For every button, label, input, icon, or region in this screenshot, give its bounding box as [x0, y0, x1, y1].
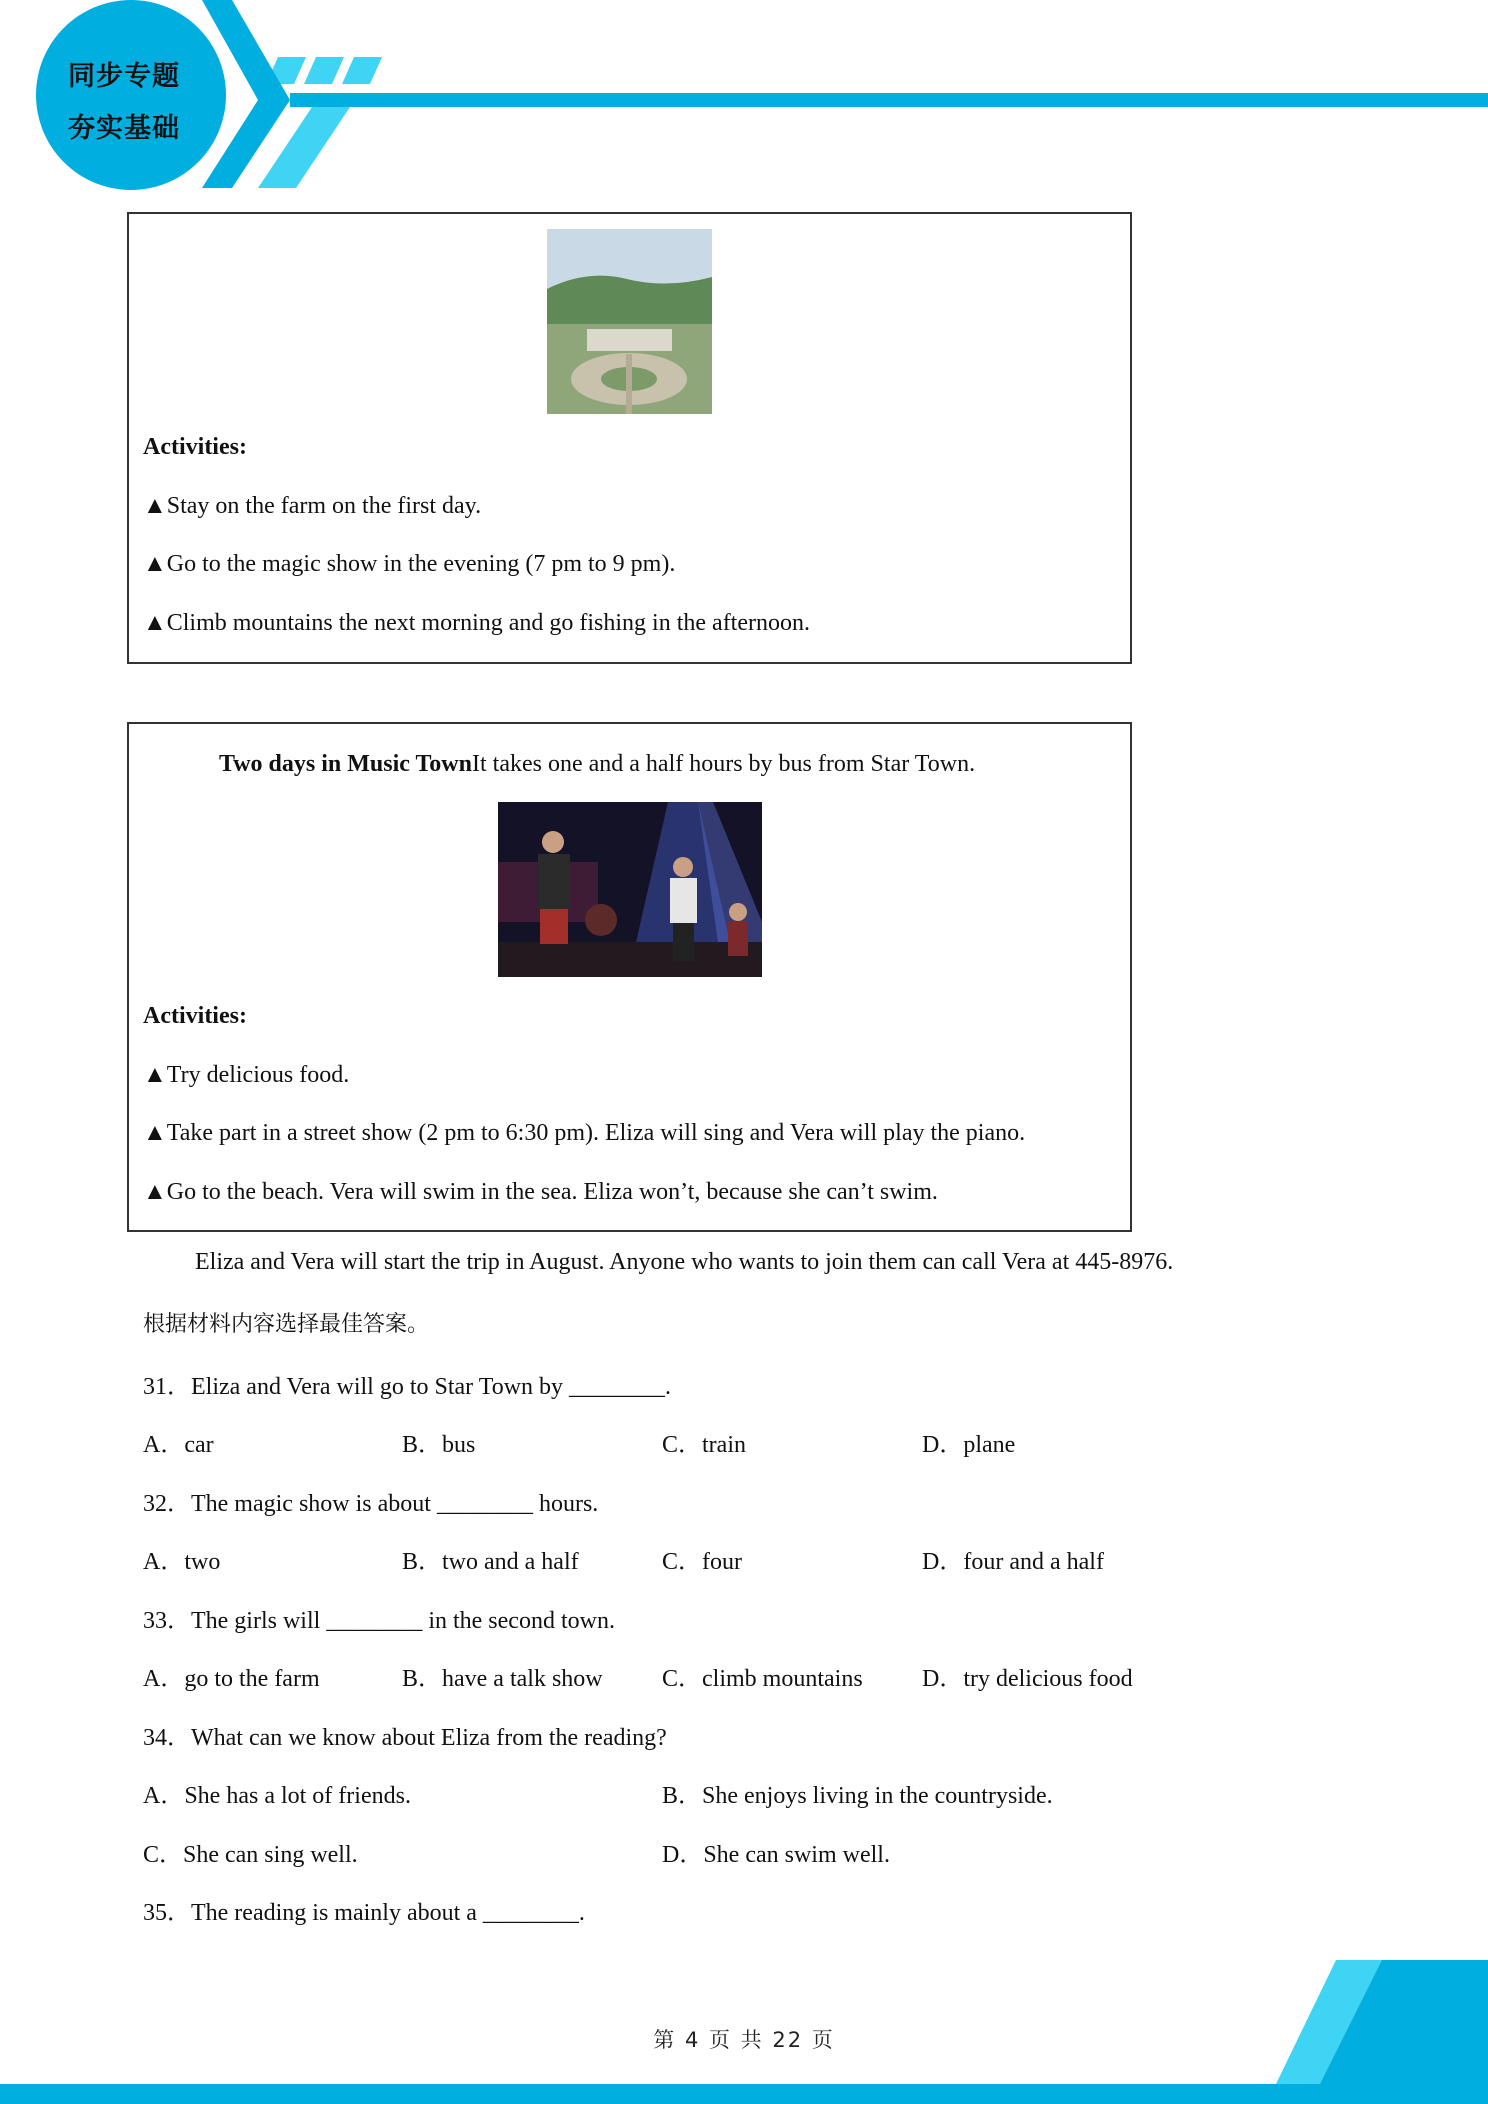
closing-paragraph: Eliza and Vera will start the trip in August. Anyone who wants to join them can call Vera at 445-8976. — [195, 1249, 1174, 1275]
box1-activity-2: ▲Go to the magic show in the evening (7 pm to 9 pm). — [143, 551, 676, 577]
q33-option-c[interactable]: C．climb mountains — [662, 1666, 863, 1692]
box2-activities-heading: Activities: — [143, 1003, 247, 1029]
q32-option-d[interactable]: D．four and a half — [922, 1549, 1104, 1575]
question-35: 35．The reading is mainly about a ________. — [143, 1900, 585, 1926]
badge-line-2: 夯实基础 — [68, 113, 180, 144]
q34-option-a[interactable]: A．She has a lot of friends. — [143, 1783, 411, 1809]
q34-option-c[interactable]: C．She can sing well. — [143, 1842, 358, 1868]
footer-decoration — [0, 1940, 1488, 2104]
box2-title — [219, 751, 975, 778]
box2-title-rest: It takes one and a half hours by bus from Star Town. — [471, 751, 976, 777]
q34-option-b[interactable]: B．She enjoys living in the countryside. — [662, 1783, 1053, 1809]
activity-box-2 — [127, 722, 1132, 1232]
badge-line-1: 同步专题 — [68, 61, 180, 92]
question-33: 33．The girls will ________ in the second town. — [143, 1608, 615, 1634]
q33-option-b[interactable]: B．have a talk show — [402, 1666, 603, 1692]
q32-option-c[interactable]: C．four — [662, 1549, 742, 1575]
instruction-text: 根据材料内容选择最佳答案。 — [143, 1312, 430, 1337]
q34-option-d[interactable]: D．She can swim well. — [662, 1842, 890, 1868]
q31-option-c[interactable]: C．train — [662, 1432, 746, 1458]
header-decoration — [0, 0, 1488, 200]
q32-option-b[interactable]: B．two and a half — [402, 1549, 579, 1575]
question-34: 34．What can we know about Eliza from the reading? — [143, 1725, 667, 1751]
q33-option-d[interactable]: D．try delicious food — [922, 1666, 1133, 1692]
box2-title-bold: Two days in Music Town — [219, 751, 472, 777]
q31-option-a[interactable]: A．car — [143, 1432, 214, 1458]
box1-activity-3: ▲Climb mountains the next morning and go fishing in the afternoon. — [143, 610, 810, 636]
box2-activity-1: ▲Try delicious food. — [143, 1062, 350, 1088]
q31-option-d[interactable]: D．plane — [922, 1432, 1016, 1458]
question-31: 31．Eliza and Vera will go to Star Town by ________. — [143, 1374, 672, 1400]
box1-activities-heading: Activities: — [143, 434, 247, 460]
box2-activity-2: ▲Take part in a street show (2 pm to 6:30 pm). Eliza will sing and Vera will play the piano. — [143, 1120, 1026, 1146]
q32-option-a[interactable]: A．two — [143, 1549, 221, 1575]
band-concert-image — [498, 802, 762, 977]
question-32: 32．The magic show is about ________ hours. — [143, 1491, 599, 1517]
box2-activity-3: ▲Go to the beach. Vera will swim in the sea. Eliza won’t, because she can’t swim. — [143, 1179, 938, 1205]
q33-option-a[interactable]: A．go to the farm — [143, 1666, 320, 1692]
town-landscape-image — [547, 229, 712, 414]
q31-option-b[interactable]: B．bus — [402, 1432, 476, 1458]
box1-activity-1: ▲Stay on the farm on the first day. — [143, 493, 482, 519]
page-number: 第 4 页 共 22 页 — [653, 2028, 835, 2052]
